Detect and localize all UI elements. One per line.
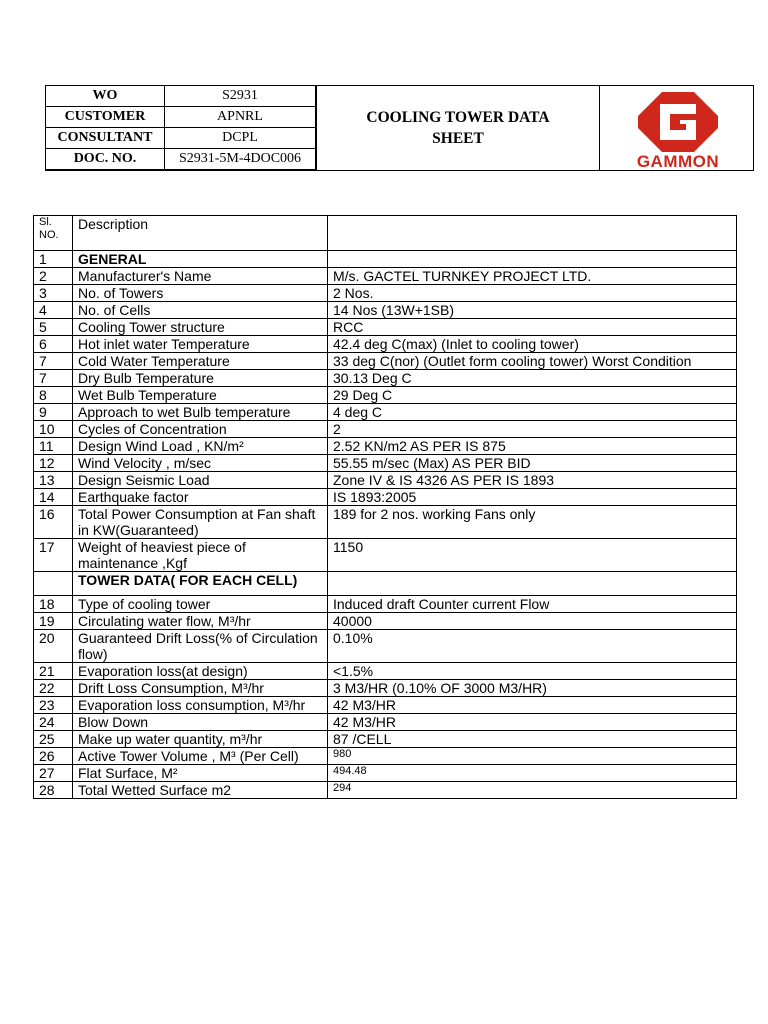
row-description: No. of Cells — [73, 302, 328, 319]
row-value: 33 deg C(nor) (Outlet form cooling tower) Worst Condition — [328, 353, 737, 370]
row-description: Circulating water flow, M³/hr — [73, 613, 328, 630]
row-description: Cold Water Temperature — [73, 353, 328, 370]
row-description: TOWER DATA( FOR EACH CELL) — [73, 572, 328, 596]
table-row — [34, 663, 737, 680]
row-description: Approach to wet Bulb temperature — [73, 404, 328, 421]
row-description: Weight of heaviest piece of maintenance ,Kgf — [73, 539, 328, 572]
row-number: 10 — [34, 421, 73, 438]
row-description: GENERAL — [73, 251, 328, 268]
row-description: Make up water quantity, m³/hr — [73, 731, 328, 748]
table-row — [34, 613, 737, 630]
row-value: 87 /CELL — [328, 731, 737, 748]
table-row — [34, 472, 737, 489]
row-number: 12 — [34, 455, 73, 472]
row-number: 8 — [34, 387, 73, 404]
row-value: 40000 — [328, 613, 737, 630]
table-row — [34, 387, 737, 404]
row-number: 22 — [34, 680, 73, 697]
row-description: Wet Bulb Temperature — [73, 387, 328, 404]
row-number: 9 — [34, 404, 73, 421]
row-number: 6 — [34, 336, 73, 353]
row-description: Design Seismic Load — [73, 472, 328, 489]
header-value — [328, 216, 737, 251]
row-number: 21 — [34, 663, 73, 680]
row-number: 26 — [34, 748, 73, 765]
table-row — [34, 302, 737, 319]
table-row — [34, 455, 737, 472]
row-value: 2 Nos. — [328, 285, 737, 302]
row-description: Active Tower Volume , M³ (Per Cell) — [73, 748, 328, 765]
row-description: Evaporation loss(at design) — [73, 663, 328, 680]
gammon-logo — [602, 86, 754, 170]
row-value: 4 deg C — [328, 404, 737, 421]
row-description: Wind Velocity , m/sec — [73, 455, 328, 472]
row-number: 17 — [34, 539, 73, 572]
table-row — [34, 506, 737, 539]
table-row — [34, 285, 737, 302]
table-row — [34, 251, 737, 268]
row-description: Manufacturer's Name — [73, 268, 328, 285]
table-row — [34, 336, 737, 353]
meta-value: DCPL — [165, 128, 316, 149]
table-row — [34, 404, 737, 421]
row-number: 4 — [34, 302, 73, 319]
header-meta-table — [46, 86, 316, 170]
meta-value: APNRL — [165, 107, 316, 128]
meta-row — [46, 128, 316, 149]
meta-row — [46, 86, 316, 107]
table-row — [34, 438, 737, 455]
row-value — [328, 251, 737, 268]
row-description: Dry Bulb Temperature — [73, 370, 328, 387]
row-description: Type of cooling tower — [73, 596, 328, 613]
meta-key: WO — [46, 86, 165, 107]
table-row — [34, 370, 737, 387]
row-value: 0.10% — [328, 630, 737, 663]
header-description: Description — [73, 216, 328, 251]
title-line-1: COOLING TOWER DATA — [366, 109, 550, 126]
row-value: Induced draft Counter current Flow — [328, 596, 737, 613]
row-value: 42 M3/HR — [328, 714, 737, 731]
row-number: 1 — [34, 251, 73, 268]
document-title — [316, 86, 600, 170]
row-description: Design Wind Load , KN/m² — [73, 438, 328, 455]
row-description: Blow Down — [73, 714, 328, 731]
table-row — [34, 697, 737, 714]
row-number: 20 — [34, 630, 73, 663]
row-description: Evaporation loss consumption, M³/hr — [73, 697, 328, 714]
table-row — [34, 782, 737, 799]
row-number: 23 — [34, 697, 73, 714]
row-number: 2 — [34, 268, 73, 285]
row-number: 19 — [34, 613, 73, 630]
gammon-logo-icon — [638, 92, 718, 152]
table-row — [34, 680, 737, 697]
row-value: M/s. GACTEL TURNKEY PROJECT LTD. — [328, 268, 737, 285]
table-row — [34, 572, 737, 596]
row-description: Flat Surface, M² — [73, 765, 328, 782]
row-number: 11 — [34, 438, 73, 455]
data-sheet-table — [33, 215, 737, 799]
title-line-2: SHEET — [432, 130, 484, 147]
table-row — [34, 596, 737, 613]
table-row — [34, 731, 737, 748]
row-value: 980 — [328, 748, 737, 765]
meta-key: DOC. NO. — [46, 149, 165, 170]
table-row — [34, 765, 737, 782]
row-value: 494.48 — [328, 765, 737, 782]
row-value: Zone IV & IS 4326 AS PER IS 1893 — [328, 472, 737, 489]
table-row — [34, 539, 737, 572]
row-number: 7 — [34, 370, 73, 387]
row-number: 3 — [34, 285, 73, 302]
table-row — [34, 319, 737, 336]
row-value: 189 for 2 nos. working Fans only — [328, 506, 737, 539]
row-value: 55.55 m/sec (Max) AS PER BID — [328, 455, 737, 472]
row-number: 28 — [34, 782, 73, 799]
row-number: 14 — [34, 489, 73, 506]
row-value: IS 1893:2005 — [328, 489, 737, 506]
row-value — [328, 572, 737, 596]
row-description: Earthquake factor — [73, 489, 328, 506]
row-description: Hot inlet water Temperature — [73, 336, 328, 353]
meta-value: S2931-5M-4DOC006 — [165, 149, 316, 170]
row-number: 27 — [34, 765, 73, 782]
document-header — [45, 85, 754, 171]
row-description: Drift Loss Consumption, M³/hr — [73, 680, 328, 697]
row-description: Cycles of Concentration — [73, 421, 328, 438]
row-number: 16 — [34, 506, 73, 539]
row-description: Total Wetted Surface m2 — [73, 782, 328, 799]
row-description: Total Power Consumption at Fan shaft in KW(Guaranteed) — [73, 506, 328, 539]
row-number: 24 — [34, 714, 73, 731]
meta-key: CUSTOMER — [46, 107, 165, 128]
table-header-row — [34, 216, 737, 251]
row-number: 13 — [34, 472, 73, 489]
meta-key: CONSULTANT — [46, 128, 165, 149]
row-value: RCC — [328, 319, 737, 336]
row-number: 7 — [34, 353, 73, 370]
row-number: 5 — [34, 319, 73, 336]
table-row — [34, 353, 737, 370]
table-row — [34, 489, 737, 506]
row-value: 42.4 deg C(max) (Inlet to cooling tower) — [328, 336, 737, 353]
table-row — [34, 421, 737, 438]
row-value: 29 Deg C — [328, 387, 737, 404]
row-value: 1150 — [328, 539, 737, 572]
row-description: Cooling Tower structure — [73, 319, 328, 336]
row-value: 294 — [328, 782, 737, 799]
table-row — [34, 630, 737, 663]
meta-row — [46, 107, 316, 128]
meta-value: S2931 — [165, 86, 316, 107]
row-number — [34, 572, 73, 596]
row-value: 2 — [328, 421, 737, 438]
logo-text: GAMMON — [636, 152, 720, 171]
row-value: 2.52 KN/m2 AS PER IS 875 — [328, 438, 737, 455]
row-value: <1.5% — [328, 663, 737, 680]
table-row — [34, 714, 737, 731]
row-description: Guaranteed Drift Loss(% of Circulation flow) — [73, 630, 328, 663]
table-row — [34, 748, 737, 765]
row-number: 18 — [34, 596, 73, 613]
table-row — [34, 268, 737, 285]
row-value: 3 M3/HR (0.10% OF 3000 M3/HR) — [328, 680, 737, 697]
row-description: No. of Towers — [73, 285, 328, 302]
row-value: 30.13 Deg C — [328, 370, 737, 387]
row-value: 42 M3/HR — [328, 697, 737, 714]
header-sl-no: Sl. NO. — [34, 216, 73, 251]
row-value: 14 Nos (13W+1SB) — [328, 302, 737, 319]
row-number: 25 — [34, 731, 73, 748]
meta-row — [46, 149, 316, 170]
